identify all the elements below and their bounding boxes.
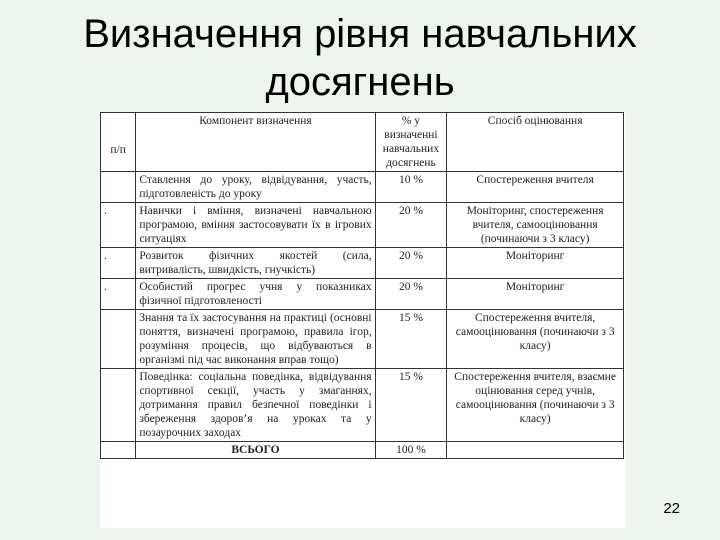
page-number: 22 — [663, 500, 680, 517]
row-method: Спостереження вчителя, самооцінювання (починаючи з 3 класу) — [447, 310, 624, 369]
slide-title: Визначення рівня навчальних досягнень — [83, 12, 637, 104]
row-method: Моніторинг — [447, 279, 624, 310]
total-label: ВСЬОГО — [136, 442, 375, 459]
row-percent: 15 % — [375, 369, 447, 442]
table-total-row — [101, 442, 624, 459]
row-percent: 15 % — [375, 310, 447, 369]
total-method — [447, 442, 624, 459]
header-component: Компонент визначення — [136, 113, 375, 172]
row-method: Моніторинг, спостереження вчителя, самооцінювання (починаючи з 3 класу) — [447, 203, 624, 248]
total-percent: 100 % — [375, 442, 447, 459]
row-component: Поведінка: соціальна поведінка, відвідування спортивної секції, участь у змаганнях, дотримання правил безпечної поведінки і збереження здоров’я на уроках та у позаурочних заходах — [136, 369, 375, 442]
row-num — [101, 172, 136, 203]
total-num — [101, 442, 136, 459]
header-num: п/п — [101, 113, 136, 172]
table-row — [101, 248, 624, 279]
row-percent: 20 % — [375, 248, 447, 279]
assessment-table — [100, 112, 624, 459]
table-row — [101, 310, 624, 369]
row-method: Спостереження вчителя, взаємне оцінювання серед учнів, самооцінювання (починаючи з 3 класу) — [447, 369, 624, 442]
table-row — [101, 369, 624, 442]
row-num: . — [101, 203, 136, 248]
header-percent: % у визначенні навчальних досягнень — [375, 113, 447, 172]
row-component: Ставлення до уроку, відвідування, участь, підготовленість до уроку — [136, 172, 375, 203]
row-percent: 20 % — [375, 279, 447, 310]
row-num — [101, 369, 136, 442]
table-row — [101, 203, 624, 248]
table-header-row — [101, 113, 624, 172]
row-component: Розвиток фізичних якостей (сила, витривалість, швидкість, гнучкість) — [136, 248, 375, 279]
row-method: Спостереження вчителя — [447, 172, 624, 203]
row-num: . — [101, 279, 136, 310]
row-method: Моніторинг — [447, 248, 624, 279]
row-component: Знання та їх застосування на практиці (основні поняття, визначені програмою, правила ігор, розуміння процесів, що відбуваються в організмі під час виконання вправ тощо) — [136, 310, 375, 369]
table-scan — [100, 112, 626, 528]
row-component: Особистий прогрес учня у показниках фізичної підготовленості — [136, 279, 375, 310]
header-method: Спосіб оцінювання — [447, 113, 624, 172]
row-num — [101, 310, 136, 369]
table-row — [101, 172, 624, 203]
row-num: . — [101, 248, 136, 279]
row-component: Навички і вміння, визначені навчальною програмою, вміння застосовувати їх в ігрових ситуаціях — [136, 203, 375, 248]
table-row — [101, 279, 624, 310]
row-percent: 10 % — [375, 172, 447, 203]
row-percent: 20 % — [375, 203, 447, 248]
